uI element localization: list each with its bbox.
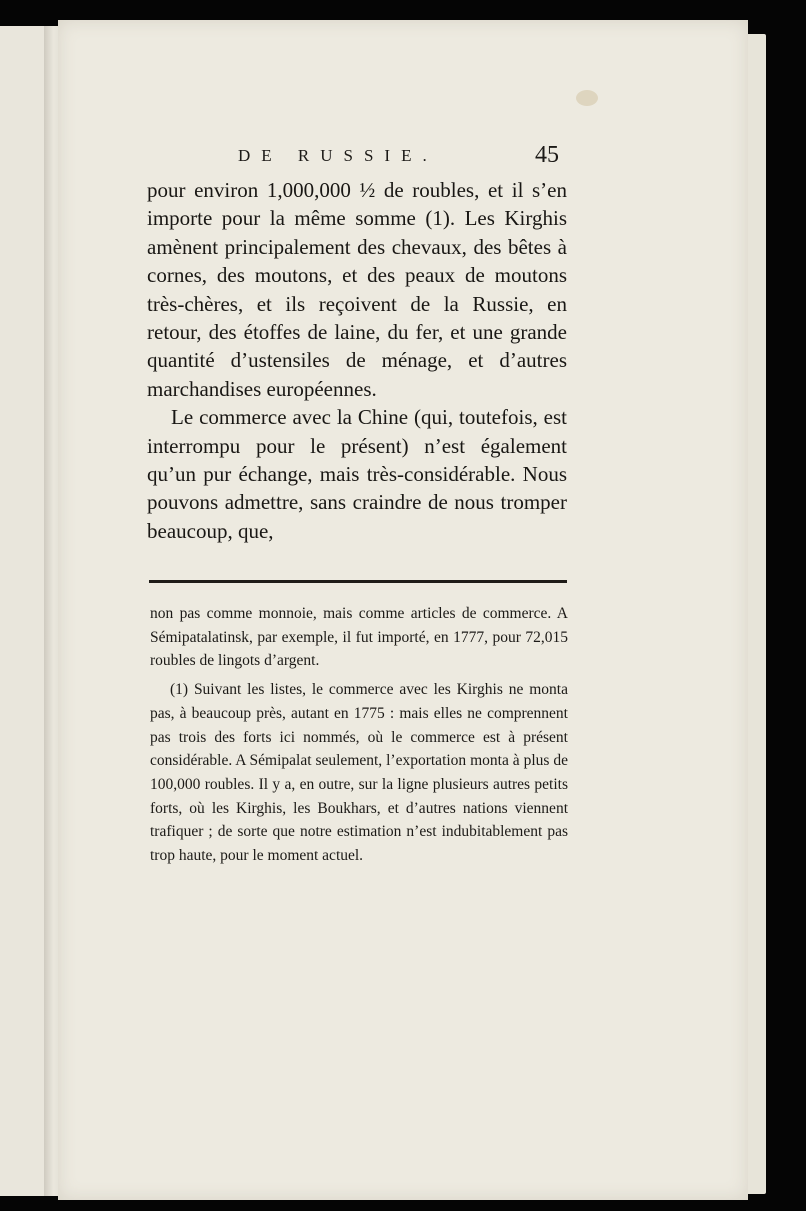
running-title: DE RUSSIE. <box>238 146 438 165</box>
paragraph: Le commerce avec la Chine (qui, toutefois, est interrompu pour le présent) n’est également qu’un pur échange, mais très-considérable. Nous pouvons admettre, sans craindre de nous tromper beaucoup, que, <box>147 405 567 543</box>
page-number: 45 <box>535 142 559 168</box>
footnote-separator-rule <box>149 580 567 583</box>
running-head <box>0 142 806 172</box>
main-text <box>147 176 567 545</box>
left-page-edge <box>0 26 46 1196</box>
footnote: (1) Suivant les listes, le commerce avec les Kirghis ne monta pas, à beaucoup près, autant en 1775 : mais elles ne comprennent pas trois des forts ici nommés, où le commerce est à présent considérable. A Sémipalat seulement, l’exportation monta à plus de 100,000 roubles. Il y a, en outre, sur la ligne plusieurs autres petits forts, où les Kirghis, les Boukhars, et d’autres nations viennent trafiquer ; de sorte que notre estimation n’est indubitablement pas trop haute, pour le moment actuel. <box>150 681 568 865</box>
paragraph: pour environ 1,000,000 ½ de roubles, et il s’en importe pour la même somme (1). Les Kirghis amènent principalement des chevaux, des bêtes à cornes, des moutons, et des peaux de moutons très-chères, et ils reçoivent de la Russie, en retour, des étoffes de laine, du fer, et une grande quantité d’ustensiles de ménage, et d’autres marchandises européennes. <box>147 178 567 401</box>
footnotes <box>150 602 568 868</box>
footnote-continuation: non pas comme monnoie, mais comme articles de commerce. A Sémipatalatinsk, par exemple, il fut importé, en 1777, pour 72,015 roubles de lingots d’argent. <box>150 605 568 670</box>
paper-stain <box>576 90 598 106</box>
